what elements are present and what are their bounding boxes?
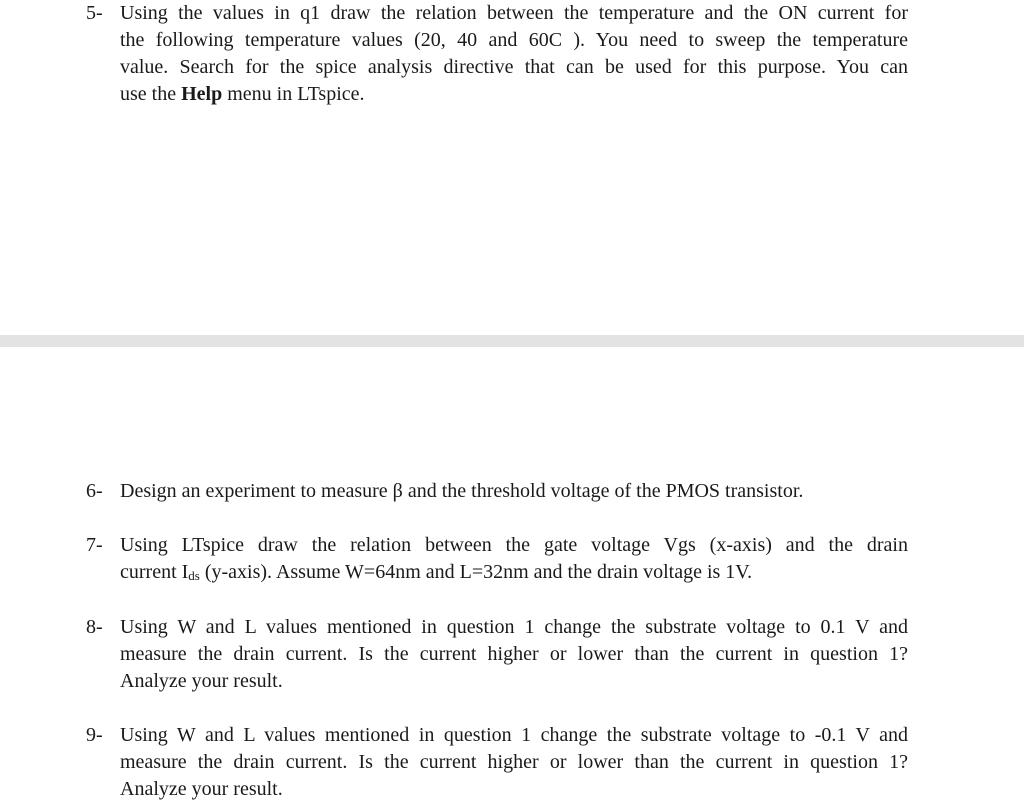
question-8-line-2: measure the drain current. Is the current higher or lower than the current in question 1?: [120, 643, 908, 665]
question-9-line-3: Analyze your result.: [120, 778, 283, 800]
help-menu-term: Help: [181, 83, 223, 105]
question-7-line-2-post: (y-axis). Assume W=64nm and L=32nm and the drain voltage is 1V.: [199, 561, 753, 583]
question-5-text: [120, 0, 908, 108]
question-5-number: 5-: [86, 2, 103, 24]
ids-subscript: ds: [188, 568, 200, 583]
question-7-line-2-pre: current I: [120, 561, 189, 583]
question-5-line-2: the following temperature values (20, 40 and 60C ). You need to sweep the temperature: [120, 29, 908, 51]
question-9-line-2: measure the drain current. Is the current higher or lower than the current in question 1?: [120, 751, 908, 773]
question-5-line-1: Using the values in q1 draw the relation between the temperature and the ON current for: [120, 2, 908, 24]
question-7-line-2: [120, 559, 908, 589]
page-divider: [0, 335, 1024, 347]
question-7-line-1: Using LTspice draw the relation between the gate voltage Vgs (x-axis) and the drain: [120, 534, 908, 556]
question-5-line-3: value. Search for the spice analysis directive that can be used for this purpose. You can: [120, 56, 908, 78]
question-9-number: 9-: [86, 724, 103, 746]
question-7-text: [120, 532, 908, 589]
question-8-line-1: Using W and L values mentioned in question 1 change the substrate voltage to 0.1 V and: [120, 616, 908, 638]
question-7-number: 7-: [86, 534, 103, 556]
question-9-line-1: Using W and L values mentioned in question 1 change the substrate voltage to -0.1 V and: [120, 724, 908, 746]
question-9-text: [120, 722, 908, 803]
question-8-text: [120, 614, 908, 695]
question-6-text: [120, 478, 908, 505]
question-6-line-1: Design an experiment to measure β and the threshold voltage of the PMOS transistor.: [120, 480, 804, 502]
question-8-line-3: Analyze your result.: [120, 670, 283, 692]
question-8-number: 8-: [86, 616, 103, 638]
question-6-number: 6-: [86, 480, 103, 502]
question-5-line-4-pre: use the: [120, 83, 182, 105]
question-5-line-4-post: menu in LTspice.: [222, 83, 365, 105]
question-5-line-4: [120, 81, 908, 108]
